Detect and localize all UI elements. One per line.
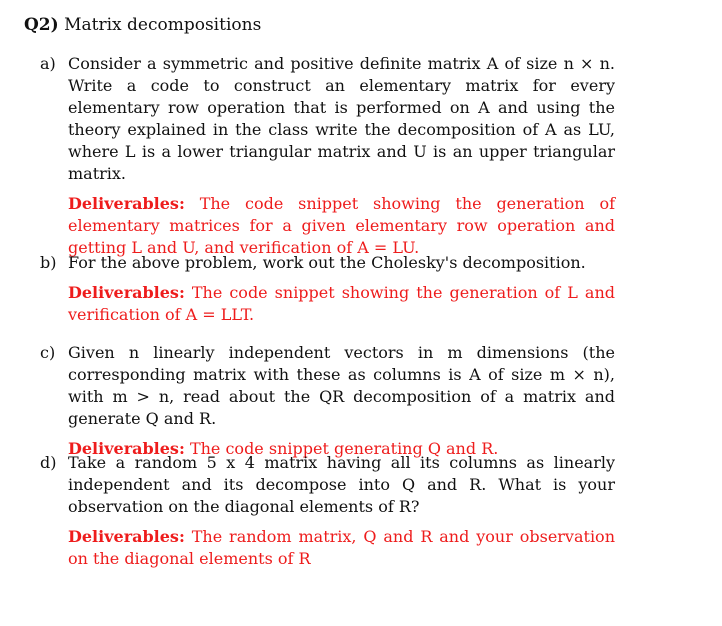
part-body: For the above problem, work out the Cholesky's decomposition. (68, 253, 586, 272)
part-a (40, 53, 615, 259)
deliverables (68, 193, 615, 259)
question-heading (24, 14, 261, 36)
part-b (40, 252, 615, 326)
part-label: d) (40, 453, 57, 472)
part-body: Given n linearly independent vectors in m dimensions (the corresponding matrix with these as columns is A of size m × n), with m > n, read about the QR decomposition of a matrix and generate Q and R. (68, 343, 615, 428)
part-d (40, 452, 615, 570)
part-body: Consider a symmetric and positive definite matrix A of size n × n. Write a code to construct an elementary matrix for every elementary row operation that is performed on A and using the theory explained in the class write the decomposition of A as LU, where L is a lower triangular matrix and U is an upper triangular matrix. (68, 54, 615, 183)
deliverables-label: Deliverables: (68, 283, 185, 302)
deliverables-text: The random matrix, Q and R and your observation on the diagonal elements of R (68, 527, 615, 568)
question-number: Q2) (24, 15, 59, 35)
part-label: c) (40, 343, 56, 362)
deliverables (68, 526, 615, 570)
deliverables (68, 282, 615, 326)
deliverables-label: Deliverables: (68, 194, 185, 213)
question-title: Matrix decompositions (64, 15, 262, 35)
deliverables-label: Deliverables: (68, 527, 185, 546)
part-body: Take a random 5 x 4 matrix having all its columns as linearly independent and its decompose into Q and R. What is your observation on the diagonal elements of R? (68, 453, 615, 516)
deliverables-text: The code snippet showing the generation of L and verification of A = LLT. (68, 283, 615, 324)
deliverables-label: Deliverables: (68, 439, 185, 458)
deliverables-text: The code snippet generating Q and R. (189, 439, 499, 458)
part-c (40, 342, 615, 460)
part-label: a) (40, 54, 56, 73)
part-label: b) (40, 253, 57, 272)
deliverables-text: The code snippet showing the generation of elementary matrices for a given elementary row operation and getting L and U, and verification of A = LU. (68, 194, 615, 257)
